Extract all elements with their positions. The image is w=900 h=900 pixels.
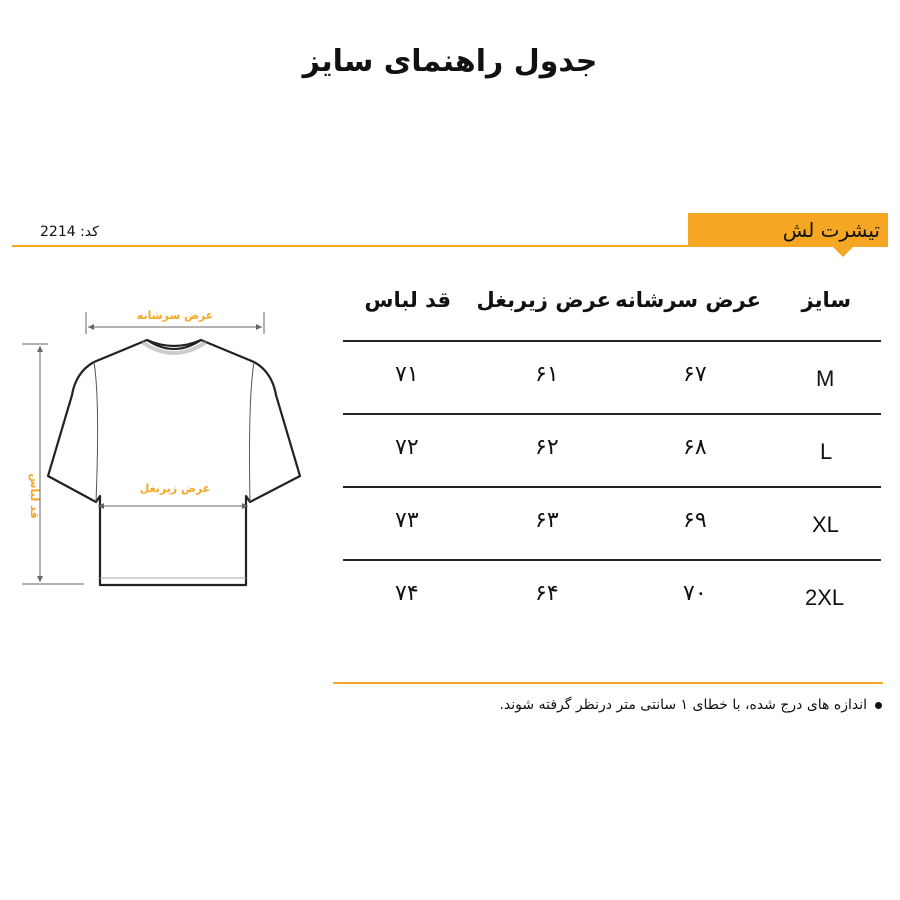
shoulder-cell: ۶۷ xyxy=(683,362,707,387)
product-tab-pointer xyxy=(833,247,853,257)
shoulder-cell: ۷۰ xyxy=(683,581,707,606)
table-row xyxy=(343,340,881,413)
size-cell: L xyxy=(820,439,833,464)
shoulder-cell: ۶۹ xyxy=(683,508,707,533)
shoulder-cell: ۶۸ xyxy=(683,435,707,460)
header-shoulder: عرض سرشانه xyxy=(615,288,761,312)
product-code: کد: 2214 xyxy=(40,224,99,240)
size-table xyxy=(343,270,881,632)
note-text: اندازه های درج شده، با خطای ۱ سانتی متر درنظر گرفته شوند. xyxy=(499,697,867,713)
shoulder-width-label: عرض سرشانه xyxy=(136,309,214,322)
length-cell: ۷۱ xyxy=(395,362,419,387)
footer-divider xyxy=(333,682,883,684)
chest-width-label: عرض زیربغل xyxy=(139,482,211,495)
size-cell: XL xyxy=(812,512,839,537)
header-chest: عرض زیربغل xyxy=(476,288,611,312)
chest-cell: ۶۳ xyxy=(535,508,559,533)
size-cell: 2XL xyxy=(805,585,845,610)
length-cell: ۷۳ xyxy=(395,508,419,533)
chest-cell: ۶۱ xyxy=(535,362,559,387)
header-length: قد لباس xyxy=(364,288,451,312)
product-name: تیشرت لش xyxy=(782,218,880,242)
header-divider xyxy=(12,245,688,247)
tshirt-diagram xyxy=(14,300,314,600)
table-header xyxy=(343,270,881,340)
length-label: قد لباس xyxy=(28,473,41,519)
chest-cell: ۶۴ xyxy=(535,581,559,606)
bullet-icon xyxy=(875,702,882,709)
table-row xyxy=(343,486,881,559)
table-row xyxy=(343,559,881,632)
length-cell: ۷۲ xyxy=(395,435,419,460)
header-size: سایز xyxy=(801,288,851,312)
measurement-note xyxy=(499,697,882,713)
length-cell: ۷۴ xyxy=(395,581,419,606)
table-row xyxy=(343,413,881,486)
chest-cell: ۶۲ xyxy=(535,435,559,460)
page-title: جدول راهنمای سایز xyxy=(302,44,598,79)
size-cell: M xyxy=(816,366,835,391)
